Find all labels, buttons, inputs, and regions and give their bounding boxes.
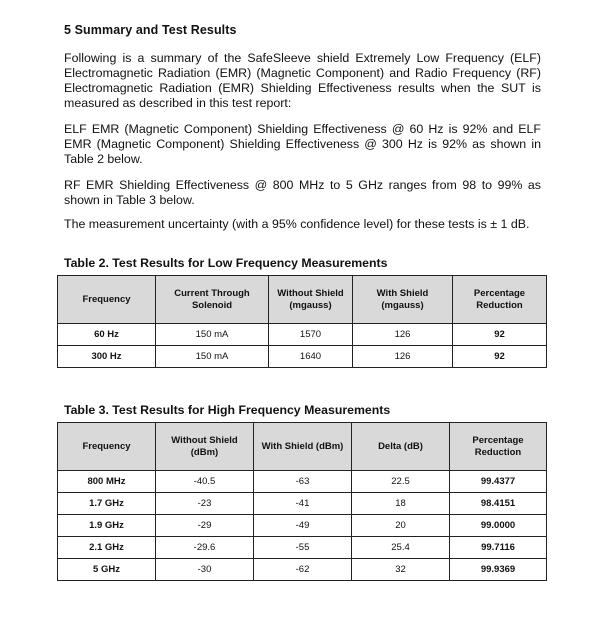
table-header-row <box>58 423 547 471</box>
table-cell: -41 <box>254 493 352 515</box>
uncertainty-paragraph: The measurement uncertainty (with a 95% confidence level) for these tests is ± 1 dB. <box>64 217 530 231</box>
table-header-row <box>58 276 547 324</box>
table-cell: 18 <box>352 493 450 515</box>
table-row <box>58 493 547 515</box>
frequency-cell: 1.9 GHz <box>58 515 156 537</box>
table-row <box>58 346 547 368</box>
column-header: Without Shield (dBm) <box>156 423 254 471</box>
reduction-cell: 99.7116 <box>450 537 547 559</box>
table-row <box>58 537 547 559</box>
frequency-cell: 1.7 GHz <box>58 493 156 515</box>
table-cell: -23 <box>156 493 254 515</box>
intro-paragraph: Following is a summary of the SafeSleeve shield Extremely Low Frequency (ELF) Electromagnetic Radiation (EMR) (Magnetic Component) and Radio Frequency (RF) Electromagnetic Radiation (EMR) Shielding Effectiveness results when the SUT is measured as described in this test report: <box>64 51 541 110</box>
column-header: Frequency <box>58 276 156 324</box>
table-cell: -30 <box>156 559 254 581</box>
reduction-cell: 99.9369 <box>450 559 547 581</box>
elf-paragraph: ELF EMR (Magnetic Component) Shielding Effectiveness @ 60 Hz is 92% and ELF EMR (Magnetic Component) Shielding Effectiveness @ 300 Hz is 92% as shown in Table 2 below. <box>64 122 541 166</box>
reduction-cell: 92 <box>453 324 547 346</box>
table-cell: -40.5 <box>156 471 254 493</box>
table-cell: 126 <box>353 346 453 368</box>
table-row <box>58 471 547 493</box>
table-cell: 126 <box>353 324 453 346</box>
low-frequency-results-table <box>57 275 547 368</box>
reduction-cell: 98.4151 <box>450 493 547 515</box>
table-cell: -29.6 <box>156 537 254 559</box>
column-header: Current Through Solenoid <box>156 276 269 324</box>
table-cell: -63 <box>254 471 352 493</box>
table-cell: 20 <box>352 515 450 537</box>
section-heading: 5 Summary and Test Results <box>64 23 237 37</box>
frequency-cell: 300 Hz <box>58 346 156 368</box>
table-row <box>58 515 547 537</box>
column-header: With Shield (mgauss) <box>353 276 453 324</box>
table-cell: 150 mA <box>156 324 269 346</box>
table-cell: -55 <box>254 537 352 559</box>
table-cell: -29 <box>156 515 254 537</box>
table-row <box>58 324 547 346</box>
table-cell: 32 <box>352 559 450 581</box>
column-header: Frequency <box>58 423 156 471</box>
frequency-cell: 60 Hz <box>58 324 156 346</box>
column-header: Delta (dB) <box>352 423 450 471</box>
column-header: With Shield (dBm) <box>254 423 352 471</box>
column-header: Percentage Reduction <box>450 423 547 471</box>
table-cell: -62 <box>254 559 352 581</box>
table-cell: 22.5 <box>352 471 450 493</box>
table-cell: 25.4 <box>352 537 450 559</box>
reduction-cell: 92 <box>453 346 547 368</box>
table-cell: 150 mA <box>156 346 269 368</box>
reduction-cell: 99.0000 <box>450 515 547 537</box>
frequency-cell: 5 GHz <box>58 559 156 581</box>
rf-paragraph: RF EMR Shielding Effectiveness @ 800 MHz to 5 GHz ranges from 98 to 99% as shown in Table 3 below. <box>64 178 541 207</box>
column-header: Percentage Reduction <box>453 276 547 324</box>
table2-caption: Table 2. Test Results for Low Frequency Measurements <box>64 256 388 270</box>
table-cell: 1640 <box>269 346 353 368</box>
table-cell: 1570 <box>269 324 353 346</box>
reduction-cell: 99.4377 <box>450 471 547 493</box>
high-frequency-results-table <box>57 422 547 581</box>
column-header: Without Shield (mgauss) <box>269 276 353 324</box>
table-row <box>58 559 547 581</box>
table3-caption: Table 3. Test Results for High Frequency Measurements <box>64 403 391 417</box>
frequency-cell: 800 MHz <box>58 471 156 493</box>
table-cell: -49 <box>254 515 352 537</box>
frequency-cell: 2.1 GHz <box>58 537 156 559</box>
